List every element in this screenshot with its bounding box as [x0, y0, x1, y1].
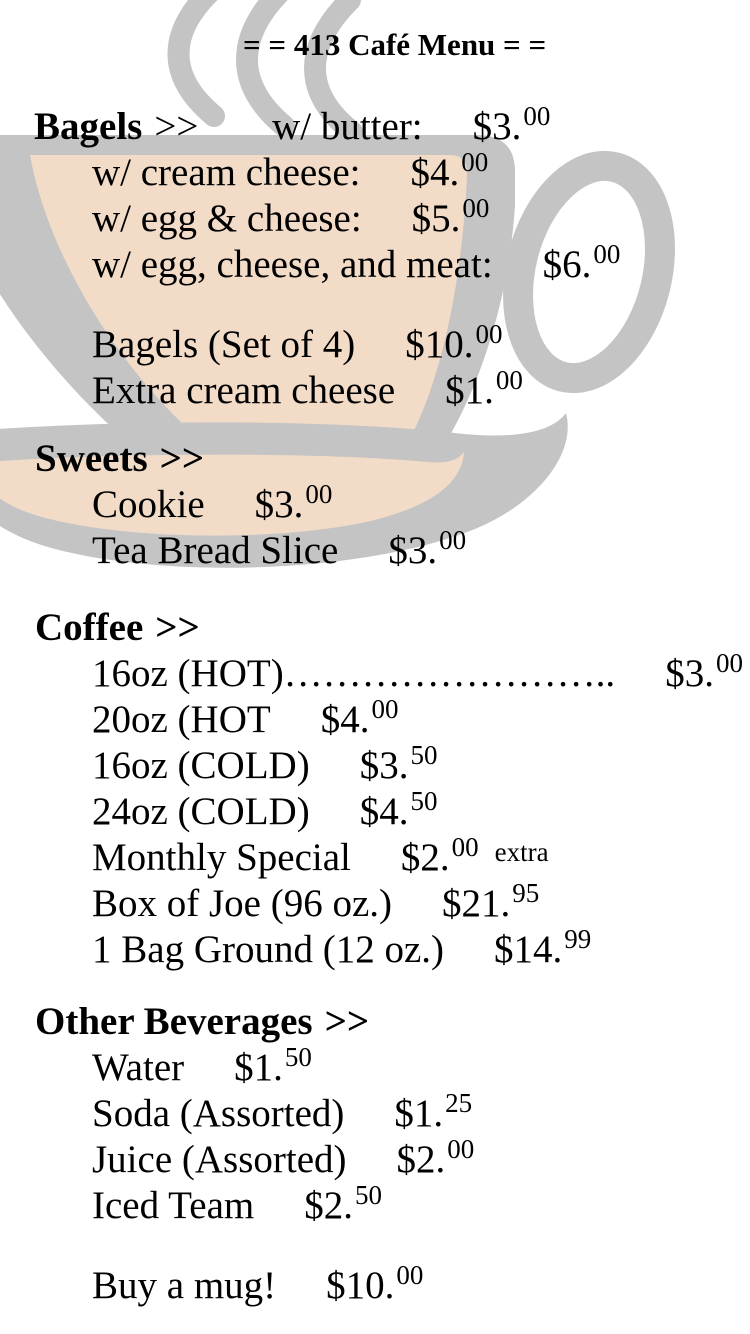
- item-price-cents: 00: [451, 832, 479, 862]
- section-heading-label: Other Beverages: [35, 1000, 313, 1043]
- item-price: $2.: [304, 1184, 353, 1227]
- section-heading-arrows: >>: [154, 105, 199, 148]
- item-price: $21.: [442, 882, 511, 925]
- item-label: w/ egg, cheese, and meat:: [92, 243, 493, 286]
- item-price-cents: 50: [354, 1180, 382, 1210]
- menu-item: [0, 1260, 750, 1309]
- section-heading-coffee: [0, 605, 750, 651]
- item-price: $5.: [411, 197, 461, 240]
- item-price: $14.: [494, 928, 563, 971]
- menu-item: [0, 740, 750, 789]
- item-price: $4.: [410, 151, 460, 194]
- section-heading-other-beverages: [0, 999, 750, 1045]
- item-label: 24oz (COLD): [92, 790, 310, 833]
- section-heading-bagels: [0, 101, 750, 150]
- item-price: $2.: [396, 1138, 446, 1181]
- item-label: 16oz (COLD): [92, 744, 310, 787]
- item-price-cents: 00: [305, 479, 333, 509]
- section-heading-arrows: >>: [159, 437, 205, 480]
- item-price: $10.: [326, 1264, 395, 1307]
- item-price: $3.: [254, 483, 304, 526]
- item-price: $3.: [388, 529, 438, 572]
- menu-title: = = 413 Café Menu = =: [243, 27, 547, 62]
- item-label: 1 Bag Ground (12 oz.): [92, 928, 445, 971]
- item-price-cents: 00: [461, 147, 489, 177]
- item-label: Monthly Special: [92, 836, 351, 879]
- item-price: $6.: [542, 243, 592, 286]
- item-price-cents: 00: [439, 525, 467, 555]
- item-label: Bagels (Set of 4): [92, 323, 356, 366]
- item-label: Tea Bread Slice: [92, 529, 339, 572]
- section-heading-label: Coffee: [35, 606, 144, 649]
- item-label: Water: [92, 1046, 185, 1089]
- menu-item: [0, 924, 750, 973]
- menu-item: [0, 1042, 750, 1091]
- item-price-cents: 00: [396, 1260, 424, 1290]
- menu-item: [0, 525, 750, 574]
- item-price-cents: 50: [284, 1042, 312, 1072]
- item-label: Iced Team: [92, 1184, 255, 1227]
- item-price: $1.: [234, 1046, 283, 1089]
- menu-item: [0, 1134, 750, 1183]
- item-price-cents: 50: [410, 740, 438, 770]
- item-price: $10.: [405, 323, 474, 366]
- section-heading-arrows: >>: [155, 606, 200, 649]
- item-price-cents: 99: [564, 924, 592, 954]
- section-heading-label: Bagels: [34, 105, 143, 148]
- item-price-cents: 00: [447, 1134, 475, 1164]
- item-price: $2.: [400, 836, 450, 879]
- item-price-cents: 00: [495, 365, 523, 395]
- menu-item: [0, 878, 750, 927]
- menu-item: [0, 319, 750, 368]
- item-price-suffix: extra: [494, 837, 549, 867]
- item-label: Juice (Assorted): [92, 1138, 347, 1181]
- item-price: $1.: [445, 369, 494, 412]
- section-heading-sweets: [0, 436, 750, 482]
- item-price-cents: 00: [462, 193, 490, 223]
- item-label: w/ egg & cheese:: [92, 197, 362, 240]
- menu-item: [0, 1088, 750, 1137]
- item-label: Cookie: [92, 483, 205, 526]
- item-label: Extra cream cheese: [92, 369, 396, 412]
- item-price-cents: 00: [371, 694, 399, 724]
- item-price: $1.: [394, 1092, 444, 1135]
- menu-item: [0, 832, 750, 881]
- item-price-cents: 25: [445, 1088, 473, 1118]
- menu-item: [0, 694, 750, 743]
- menu-item: [0, 1180, 750, 1229]
- item-label: Soda (Assorted): [92, 1092, 345, 1135]
- menu-item: [0, 147, 750, 196]
- item-price: $4.: [359, 790, 409, 833]
- item-price-cents: 95: [512, 878, 540, 908]
- item-price-cents: 50: [410, 786, 438, 816]
- item-price: $3.: [359, 744, 409, 787]
- item-price-cents: 00: [523, 101, 551, 131]
- menu-item: [0, 239, 750, 288]
- item-label: w/ cream cheese:: [92, 151, 361, 194]
- menu-item: [0, 365, 750, 414]
- section-heading-label: Sweets: [35, 437, 148, 480]
- item-label: Buy a mug!: [92, 1264, 277, 1307]
- item-price-cents: 00: [475, 319, 503, 349]
- item-label: Box of Joe (96 oz.): [92, 882, 393, 925]
- menu-item: [0, 648, 750, 697]
- steam-line-icon: [179, 0, 215, 116]
- section-heading-arrows: >>: [324, 1000, 370, 1043]
- item-label: 16oz (HOT)……………………..: [92, 652, 616, 695]
- menu-item: [0, 193, 750, 242]
- item-price: $4.: [320, 698, 370, 741]
- item-price-cents: 00: [593, 239, 621, 269]
- menu-item: [0, 786, 750, 835]
- item-label: 20oz (HOT: [92, 698, 271, 741]
- menu-body: [0, 101, 750, 1309]
- menu-item: [0, 479, 750, 528]
- item-label: w/ butter:: [272, 105, 423, 148]
- item-price: $3.: [472, 105, 522, 148]
- item-price-cents: 00: [715, 648, 743, 678]
- item-price: $3.: [665, 652, 714, 695]
